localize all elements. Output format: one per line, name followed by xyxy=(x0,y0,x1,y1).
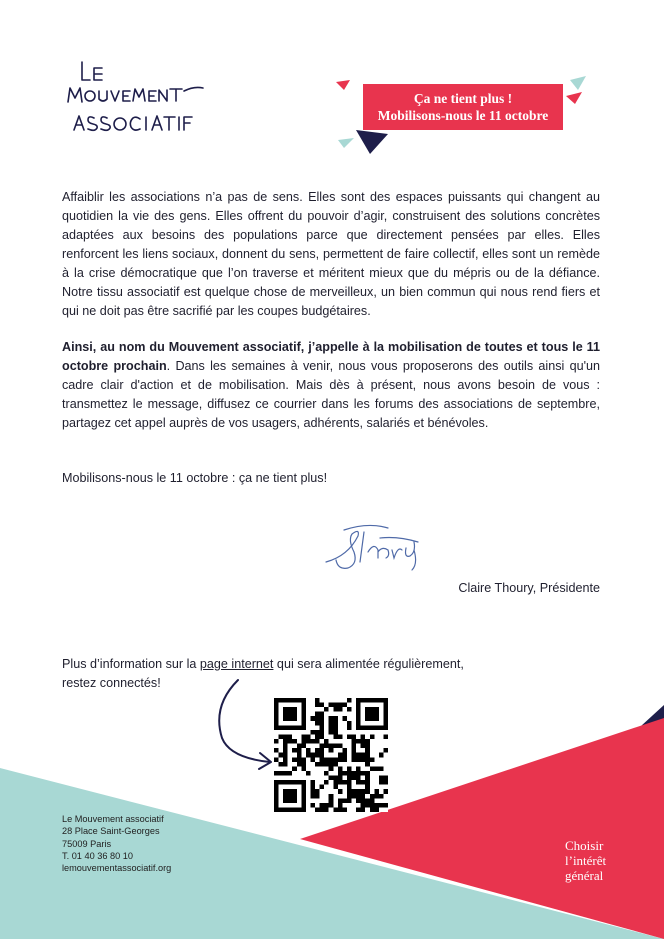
info-text-before: Plus d’information sur la xyxy=(62,657,200,671)
slogan-line-2: l’intérêt xyxy=(565,853,607,868)
address-name: Le Mouvement associatif xyxy=(62,814,164,824)
info-line-1 xyxy=(62,655,542,674)
slogan xyxy=(565,838,606,883)
banner-line-2: Mobilisons-nous le 11 octobre xyxy=(377,108,549,123)
address-phone: T. 01 40 36 80 10 xyxy=(62,850,134,861)
handwritten-signature xyxy=(318,512,438,574)
curved-arrow-icon xyxy=(210,676,280,771)
info-line-2: restez connectés! xyxy=(62,676,161,690)
qr-code[interactable] xyxy=(274,698,388,812)
slogan-line-3: général xyxy=(565,868,604,883)
slogan-line-1: Choisir xyxy=(565,838,604,853)
paragraph-2-bold: Ainsi, au nom du Mouvement associatif, j’appelle à la mobilisation de toutes et tous le 11 octobre prochain xyxy=(62,340,600,373)
paragraph-2-rest: . Dans les semaines à venir, nous vous proposerons des outils ainsi qu'un cadre clair d'action et de mobilisation. Mais dès à présent, nous avons besoin de vous : transmettez le message, diffusez ce courrier dans les forums des associations de septembre, partagez cet appel auprès de vos usagers, adhérents, salariés et bénévoles. xyxy=(62,359,601,430)
info-block xyxy=(62,655,542,693)
mobilisation-banner xyxy=(363,84,563,130)
paragraph-3: Mobilisons-nous le 11 octobre : ça ne tient plus! xyxy=(62,471,328,485)
paragraph-1: Affaiblir les associations n’a pas de sens. Elles sont des espaces puissants qui changent au quotidien la vie des gens. Elles offrent du pouvoir d’agir, construisent des solutions concrètes adaptées aux besoins des populations parce que directement pensées par elles. Elles renforcent les liens sociaux, donnent du sens, permettent de faire collectif, elles sont un remède à la crise démocratique que l’on traverse et méritent mieux que du mépris ou de la défiance. Notre tissu associatif est quelque chose de merveilleux, un bien commun qui nous rend fiers et qui ne doit pas être sacrifié par les coupes budgétaires. xyxy=(62,190,600,318)
address-city: 75009 Paris xyxy=(62,838,112,849)
mouvement-associatif-logo xyxy=(58,58,218,136)
signer-name: Claire Thoury, Présidente xyxy=(458,581,600,595)
banner-line-1: Ça ne tient plus ! xyxy=(413,91,513,106)
page-internet-link[interactable]: page internet xyxy=(199,657,274,671)
address-block xyxy=(62,813,171,874)
paragraph-2 xyxy=(62,338,600,433)
info-text-after: qui sera alimentée régulièrement, xyxy=(273,657,464,671)
address-street: 28 Place Saint-Georges xyxy=(62,826,160,837)
address-web: lemouvementassociatif.org xyxy=(62,863,172,874)
